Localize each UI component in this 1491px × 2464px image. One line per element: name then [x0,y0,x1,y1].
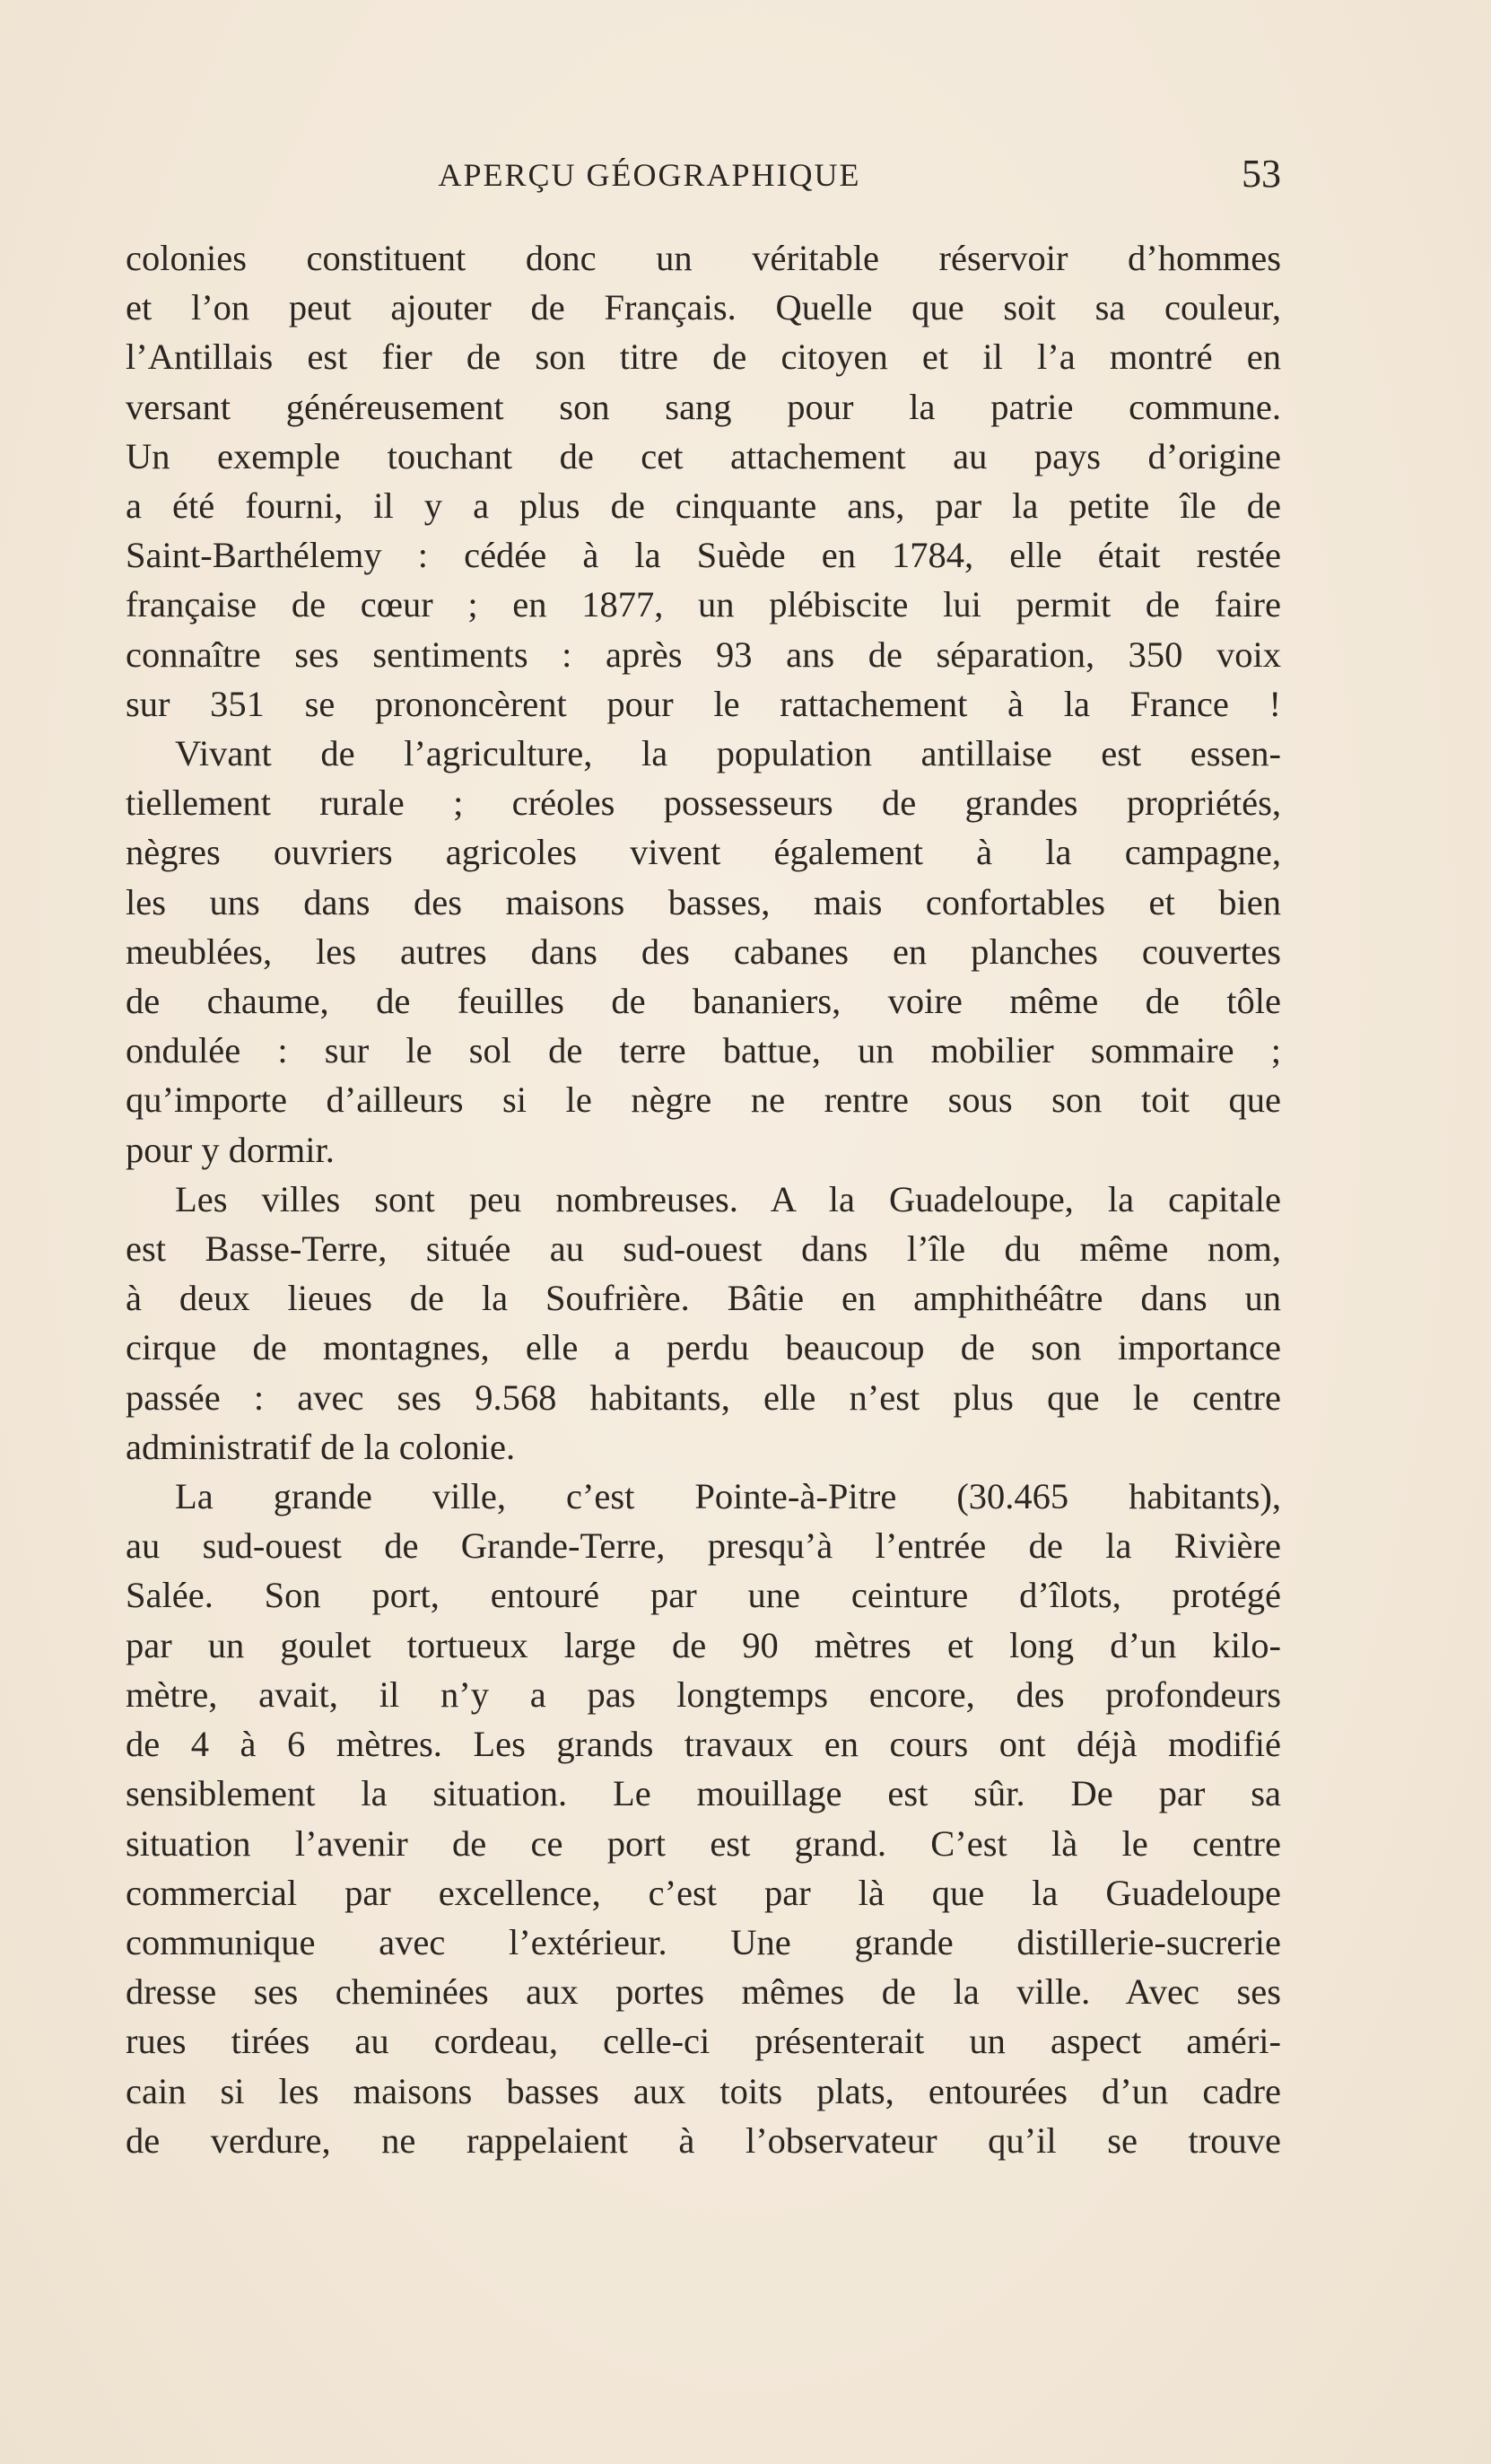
text-line: de chaume, de feuilles de bananiers, voire même de tôle [126,981,1281,1022]
text-line: l’Antillais est fier de son titre de citoyen et il l’a montré en [126,336,1281,378]
text-line: La grande ville, c’est Pointe-à-Pitre (30.465 habitants), [175,1476,1281,1517]
text-line: ondulée : sur le sol de terre battue, un mobilier sommaire ; [126,1030,1281,1071]
text-line: cain si les maisons basses aux toits plats, entourées d’un cadre [126,2070,1281,2111]
text-line: tiellement rurale ; créoles possesseurs de grandes propriétés, [126,782,1281,824]
text-line: administratif de la colonie. [126,1426,516,1467]
text-line: passée : avec ses 9.568 habitants, elle n’est plus que le centre [126,1376,1281,1418]
text-line: a été fourni, il y a plus de cinquante ans, par la petite île de [126,485,1281,527]
text-line: dresse ses cheminées aux portes mêmes de la ville. Avec ses [126,1971,1281,2013]
text-line: communique avec l’extérieur. Une grande distillerie-sucrerie [126,1921,1281,1962]
text-line: pour y dormir. [126,1129,335,1170]
text-line: versant généreusement son sang pour la patrie commune. [126,386,1281,427]
body-text [126,233,1281,2165]
text-line: Vivant de l’agriculture, la population antillaise est essen- [175,733,1281,774]
text-line: mètre, avait, il n’y a pas longtemps encore, des profondeurs [126,1673,1281,1715]
text-line: française de cœur ; en 1877, un plébiscite lui permit de faire [126,584,1281,625]
text-line: Saint-Barthélemy : cédée à la Suède en 1784, elle était restée [126,535,1281,576]
text-line: sur 351 se prononcèrent pour le rattachement à la France ! [126,683,1281,724]
text-line: rues tirées au cordeau, celle-ci présenterait un aspect améri- [126,2021,1281,2062]
text-line: à deux lieues de la Soufrière. Bâtie en amphithéâtre dans un [126,1278,1281,1319]
page-number: 53 [1242,152,1281,196]
text-line: sensiblement la situation. Le mouillage est sûr. De par sa [126,1773,1281,1814]
paragraph [126,729,1281,1175]
running-head [126,151,1281,205]
text-line: connaître ses sentiments : après 93 ans de séparation, 350 voix [126,633,1281,675]
text-line: Salée. Son port, entouré par une ceinture d’îlots, protégé [126,1575,1281,1616]
text-line: de verdure, ne rappelaient à l’observateur qu’il se trouve [126,2119,1281,2161]
text-line: qu’importe d’ailleurs si le nègre ne rentre sous son toit que [126,1079,1281,1121]
running-title: APERÇU GÉOGRAPHIQUE [438,157,861,193]
text-line: commercial par excellence, c’est par là que la Guadeloupe [126,1872,1281,1913]
text-line: de 4 à 6 mètres. Les grands travaux en cours ont déjà modifié [126,1724,1281,1765]
paragraph [126,1175,1281,1472]
text-line: Les villes sont peu nombreuses. A la Guadeloupe, la capitale [175,1178,1281,1219]
text-line: nègres ouvriers agricoles vivent également à la campagne, [126,832,1281,873]
text-line: les uns dans des maisons basses, mais confortables et bien [126,881,1281,922]
text-line: est Basse-Terre, située au sud-ouest dans l’île du même nom, [126,1228,1281,1270]
paragraph [126,233,1281,432]
text-line: Un exemple touchant de cet attachement au pays d’origine [126,435,1281,476]
text-line: colonies constituent donc un véritable réservoir d’hommes [126,238,1281,278]
paragraph [126,432,1281,729]
text-line: et l’on peut ajouter de Français. Quelle que soit sa couleur, [126,287,1281,328]
text-line: cirque de montagnes, elle a perdu beaucoup de son importance [126,1327,1281,1368]
text-line: situation l’avenir de ce port est grand. C’est là le centre [126,1822,1281,1864]
text-line: meublées, les autres dans des cabanes en planches couvertes [126,931,1281,972]
paragraph [126,1472,1281,2165]
text-line: par un goulet tortueux large de 90 mètres et long d’un kilo- [126,1624,1281,1665]
text-line: au sud-ouest de Grande-Terre, presqu’à l’entrée de la Rivière [126,1525,1281,1567]
